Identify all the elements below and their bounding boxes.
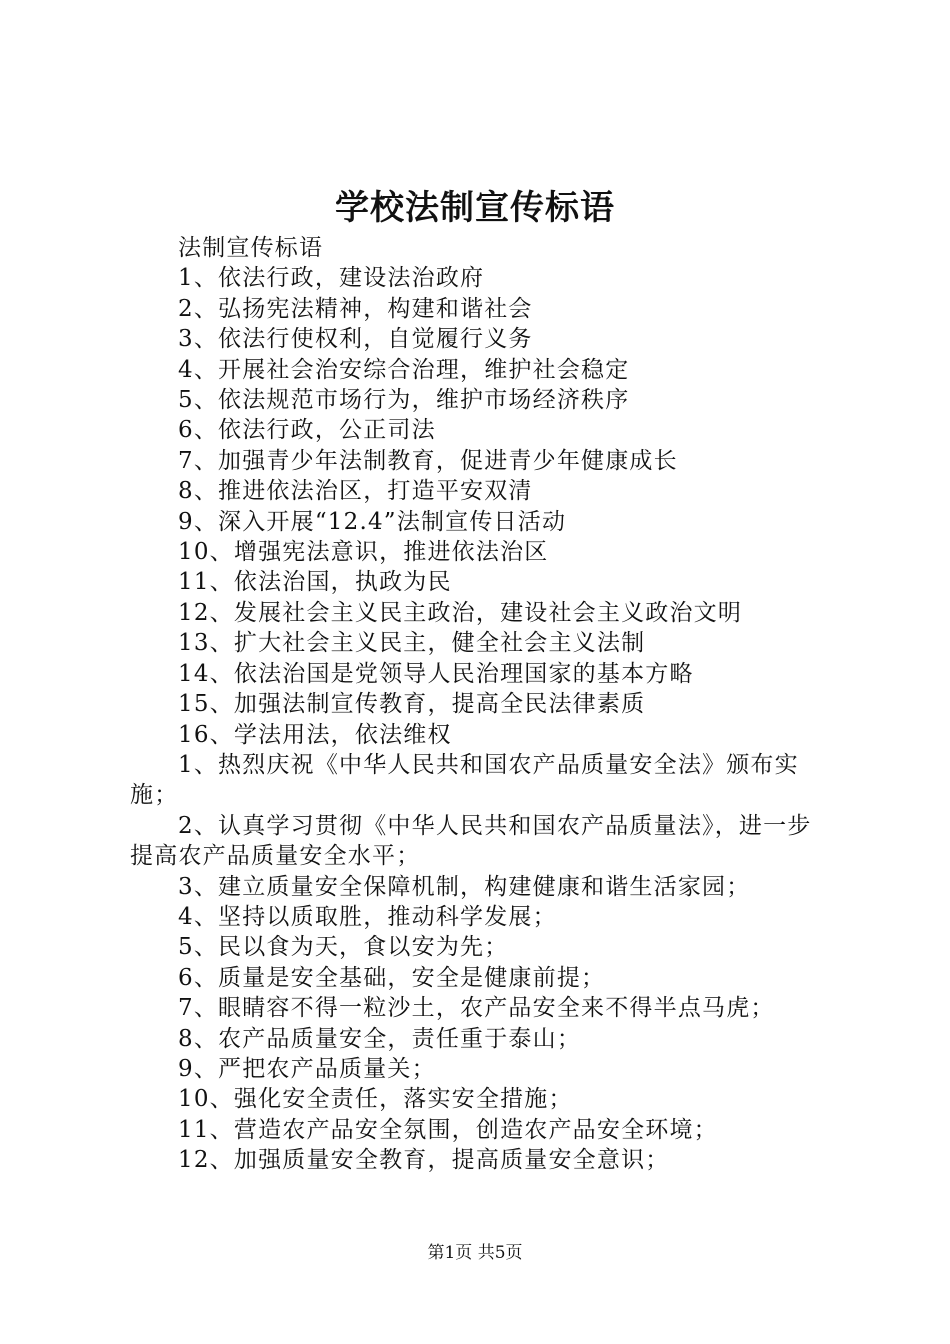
text-line: 9、严把农产品质量关； — [178, 1055, 436, 1082]
text-line: 6、质量是安全基础，安全是健康前提； — [178, 964, 606, 991]
text-line: 16、学法用法，依法维权 — [178, 721, 452, 748]
document-body — [130, 233, 830, 1176]
text-line: 5、民以食为天，食以安为先； — [178, 934, 509, 961]
text-line: 15、加强法制宣传教育，提高全民法律素质 — [178, 691, 646, 718]
text-line: 12、发展社会主义民主政治，建设社会主义政治文明 — [178, 599, 743, 626]
text-line: 2、弘扬宪法精神，构建和谐社会 — [178, 295, 533, 322]
text-line: 7、加强青少年法制教育，促进青少年健康成长 — [178, 447, 678, 474]
text-line: 9、深入开展“12.4”法制宣传日活动 — [178, 508, 567, 535]
text-line: 3、建立质量安全保障机制，构建健康和谐生活家园； — [178, 873, 751, 900]
text-paragraph: 1、热烈庆祝《中华人民共和国农产品质量安全法》颁布实施； — [130, 751, 799, 809]
text-line: 5、依法规范市场行为，维护市场经济秩序 — [178, 387, 630, 414]
text-paragraph: 2、认真学习贯彻《中华人民共和国农产品质量法》，进一步提高农产品质量安全水平； — [130, 812, 812, 870]
text-line: 1、依法行政，建设法治政府 — [178, 265, 485, 292]
text-line: 4、坚持以质取胜，推动科学发展； — [178, 903, 557, 930]
text-line: 3、依法行使权利，自觉履行义务 — [178, 326, 533, 353]
text-line: 8、推进依法治区，打造平安双清 — [178, 478, 533, 505]
text-line: 11、营造农产品安全氛围，创造农产品安全环境； — [178, 1116, 718, 1143]
text-line: 12、加强质量安全教育，提高质量安全意识； — [178, 1147, 670, 1174]
text-line: 14、依法治国是党领导人民治理国家的基本方略 — [178, 660, 694, 687]
text-line: 6、依法行政，公正司法 — [178, 417, 436, 444]
text-line: 13、扩大社会主义民主，健全社会主义法制 — [178, 630, 646, 657]
document-title: 学校法制宣传标语 — [335, 188, 615, 228]
text-line: 11、依法治国，执政为民 — [178, 569, 452, 596]
text-line: 法制宣传标语 — [178, 235, 324, 261]
text-line: 7、眼睛容不得一粒沙土，农产品安全来不得半点马虎； — [178, 995, 775, 1022]
page-footer: 第1页 共5页 — [427, 1243, 523, 1263]
text-line: 8、农产品质量安全，责任重于泰山； — [178, 1025, 582, 1052]
text-line: 4、开展社会治安综合治理，维护社会稳定 — [178, 356, 630, 383]
text-line: 10、增强宪法意识，推进依法治区 — [178, 539, 549, 566]
text-line: 10、强化安全责任，落实安全措施； — [178, 1086, 573, 1113]
